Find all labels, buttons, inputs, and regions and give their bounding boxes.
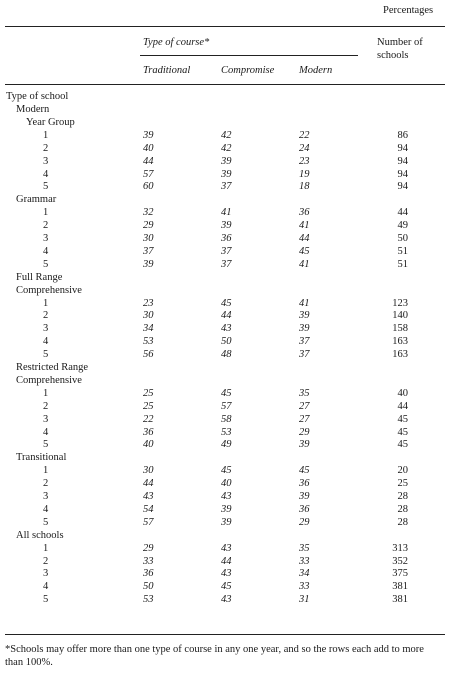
- schools-count-cell: 49: [397, 220, 408, 232]
- modern-value-cell: 24: [299, 142, 310, 154]
- schools-count-cell: 352: [392, 555, 408, 567]
- year-cell: 4: [43, 245, 49, 257]
- unit-label: Percentages: [383, 5, 434, 16]
- modern-value-cell: 35: [299, 542, 310, 554]
- year-cell: 4: [43, 336, 49, 348]
- compromise-header: Compromise: [221, 65, 275, 76]
- traditional-value-cell: 43: [143, 491, 154, 502]
- traditional-value-cell: 56: [143, 349, 154, 361]
- modern-value-cell: 36: [299, 478, 310, 490]
- traditional-value-cell: 32: [143, 207, 154, 219]
- year-cell: 4: [43, 581, 49, 593]
- schools-count-cell: 45: [397, 439, 408, 451]
- year-cell: 3: [43, 491, 49, 502]
- year-cell: 3: [43, 233, 49, 244]
- modern-value-cell: 39: [299, 491, 310, 502]
- schools-count-cell: 28: [397, 516, 408, 528]
- compromise-value-cell: 41: [221, 207, 232, 219]
- modern-value-cell: 37: [299, 336, 310, 348]
- schools-count-cell: 45: [397, 413, 408, 425]
- schools-count-cell: 44: [397, 207, 408, 219]
- modern-value-cell: 39: [299, 323, 310, 335]
- year-cell: 3: [43, 568, 49, 580]
- compromise-value-cell: 39: [221, 503, 232, 515]
- compromise-value-cell: 57: [221, 400, 232, 412]
- schools-count-cell: 28: [397, 491, 408, 502]
- bottom-rule: [5, 634, 445, 635]
- traditional-value-cell: 36: [143, 426, 154, 438]
- compromise-value-cell: 58: [221, 413, 232, 425]
- modern-value-cell: 33: [299, 555, 310, 567]
- row-header: Type of school: [6, 91, 69, 102]
- year-cell: 1: [43, 542, 49, 554]
- schools-count-cell: 44: [397, 400, 408, 412]
- compromise-value-cell: 53: [221, 426, 232, 438]
- traditional-value-cell: 39: [143, 258, 154, 270]
- modern-value-cell: 27: [299, 413, 310, 425]
- traditional-value-cell: 54: [143, 503, 154, 515]
- modern-value-cell: 33: [299, 581, 310, 593]
- footnote: *Schools may offer more than one type of course in any one year, and so the rows each add to more than 100%.: [5, 644, 424, 668]
- schools-count-cell: 140: [392, 310, 408, 322]
- year-cell: 2: [43, 310, 49, 322]
- year-cell: 5: [43, 349, 49, 361]
- compromise-value-cell: 37: [221, 245, 232, 257]
- schools-count-cell: 20: [397, 465, 408, 477]
- compromise-value-cell: 42: [221, 129, 232, 141]
- modern-value-cell: 45: [299, 245, 310, 257]
- compromise-value-cell: 50: [221, 336, 232, 348]
- compromise-value-cell: 40: [221, 478, 232, 490]
- compromise-value-cell: 48: [221, 349, 232, 361]
- group-label: Grammar: [16, 194, 57, 206]
- traditional-header: Traditional: [143, 65, 191, 76]
- traditional-value-cell: 57: [143, 168, 154, 180]
- year-cell: 1: [43, 465, 49, 477]
- traditional-value-cell: 30: [143, 465, 154, 477]
- year-cell: 5: [43, 181, 49, 193]
- year-cell: 1: [43, 129, 49, 141]
- schools-count-cell: 313: [392, 542, 408, 554]
- schools-count-cell: 50: [397, 233, 408, 244]
- modern-value-cell: 19: [299, 168, 310, 180]
- traditional-value-cell: 36: [143, 568, 154, 580]
- compromise-value-cell: 39: [221, 155, 232, 167]
- group-label: Transitional: [16, 452, 67, 464]
- traditional-value-cell: 53: [143, 336, 154, 348]
- modern-value-cell: 39: [299, 310, 310, 322]
- traditional-value-cell: 44: [143, 155, 154, 167]
- compromise-value-cell: 37: [221, 258, 232, 270]
- traditional-value-cell: 22: [143, 413, 154, 425]
- group-label: Comprehensive: [16, 284, 82, 296]
- modern-value-cell: 36: [299, 503, 310, 515]
- modern-value-cell: 41: [299, 220, 310, 232]
- schools-count-cell: 123: [392, 297, 408, 309]
- modern-value-cell: 31: [299, 594, 310, 606]
- schools-count-cell: 94: [397, 155, 408, 167]
- modern-header: Modern: [299, 65, 333, 76]
- schools-count-cell: 28: [397, 503, 408, 515]
- compromise-value-cell: 45: [221, 465, 232, 477]
- schools-count-cell: 163: [392, 336, 408, 348]
- course-header-rule: [140, 55, 358, 56]
- year-cell: 4: [43, 168, 49, 180]
- schools-count-cell: 40: [397, 387, 408, 399]
- traditional-value-cell: 50: [143, 581, 154, 593]
- group-label: Modern: [16, 104, 50, 115]
- traditional-value-cell: 25: [143, 400, 154, 412]
- traditional-value-cell: 30: [143, 310, 154, 322]
- year-cell: 5: [43, 258, 49, 270]
- traditional-value-cell: 37: [143, 245, 154, 257]
- year-cell: 2: [43, 400, 49, 412]
- modern-value-cell: 34: [299, 568, 310, 580]
- modern-value-cell: 27: [299, 400, 310, 412]
- traditional-value-cell: 30: [143, 233, 154, 244]
- year-cell: 5: [43, 516, 49, 528]
- modern-value-cell: 41: [299, 297, 310, 309]
- compromise-value-cell: 39: [221, 168, 232, 180]
- group-label: Comprehensive: [16, 374, 82, 386]
- modern-value-cell: 29: [299, 516, 310, 528]
- traditional-value-cell: 33: [143, 555, 154, 567]
- group-label: All schools: [16, 529, 64, 541]
- schools-count-cell: 158: [392, 323, 408, 335]
- compromise-value-cell: 37: [221, 181, 232, 193]
- modern-value-cell: 22: [299, 129, 310, 141]
- traditional-value-cell: 57: [143, 516, 154, 528]
- group-label: Year Group: [26, 116, 75, 128]
- year-cell: 3: [43, 413, 49, 425]
- modern-value-cell: 18: [299, 181, 310, 193]
- compromise-value-cell: 45: [221, 581, 232, 593]
- group-label: Restricted Range: [16, 362, 89, 373]
- header-bottom-rule: [5, 84, 445, 85]
- traditional-value-cell: 25: [143, 387, 154, 399]
- traditional-value-cell: 40: [143, 142, 154, 154]
- modern-value-cell: 39: [299, 439, 310, 451]
- compromise-value-cell: 45: [221, 297, 232, 309]
- compromise-value-cell: 44: [221, 310, 232, 322]
- schools-count-cell: 51: [397, 258, 408, 270]
- modern-value-cell: 45: [299, 465, 310, 477]
- traditional-value-cell: 39: [143, 129, 154, 141]
- schools-count-cell: 86: [397, 129, 408, 141]
- year-cell: 3: [43, 323, 49, 335]
- traditional-value-cell: 40: [143, 439, 154, 451]
- schools-count-cell: 375: [392, 568, 408, 580]
- modern-value-cell: 35: [299, 387, 310, 399]
- compromise-value-cell: 45: [221, 387, 232, 399]
- year-cell: 2: [43, 478, 49, 490]
- schools-count-cell: 381: [392, 594, 408, 606]
- year-cell: 3: [43, 155, 49, 167]
- year-cell: 2: [43, 555, 49, 567]
- schools-count-cell: 25: [397, 478, 408, 490]
- traditional-value-cell: 23: [143, 297, 154, 309]
- compromise-value-cell: 43: [221, 491, 232, 502]
- year-cell: 5: [43, 594, 49, 606]
- compromise-value-cell: 49: [221, 439, 232, 451]
- compromise-value-cell: 43: [221, 323, 232, 335]
- traditional-value-cell: 34: [143, 323, 154, 335]
- year-cell: 5: [43, 439, 49, 451]
- schools-count-cell: 94: [397, 142, 408, 154]
- modern-value-cell: 36: [299, 207, 310, 219]
- schools-count-cell: 163: [392, 349, 408, 361]
- number-of-schools-header-line2: schools: [377, 50, 409, 61]
- year-cell: 4: [43, 503, 49, 515]
- modern-value-cell: 23: [299, 155, 310, 167]
- traditional-value-cell: 44: [143, 478, 154, 490]
- year-cell: 1: [43, 297, 49, 309]
- schools-count-cell: 51: [397, 245, 408, 257]
- compromise-value-cell: 43: [221, 568, 232, 580]
- schools-count-cell: 381: [392, 581, 408, 593]
- top-rule: [5, 26, 445, 27]
- number-of-schools-header-line1: Number of: [377, 37, 423, 48]
- year-cell: 2: [43, 220, 49, 232]
- compromise-value-cell: 43: [221, 542, 232, 554]
- year-cell: 1: [43, 207, 49, 219]
- traditional-value-cell: 53: [143, 594, 154, 606]
- compromise-value-cell: 39: [221, 516, 232, 528]
- compromise-value-cell: 44: [221, 555, 232, 567]
- year-cell: 4: [43, 426, 49, 438]
- traditional-value-cell: 29: [143, 542, 154, 554]
- compromise-value-cell: 42: [221, 142, 232, 154]
- year-cell: 2: [43, 142, 49, 154]
- schools-count-cell: 45: [397, 426, 408, 438]
- modern-value-cell: 37: [299, 349, 310, 361]
- traditional-value-cell: 60: [143, 181, 154, 193]
- modern-value-cell: 29: [299, 426, 310, 438]
- type-of-course-header: Type of course*: [143, 37, 210, 48]
- modern-value-cell: 41: [299, 258, 310, 270]
- compromise-value-cell: 39: [221, 220, 232, 232]
- compromise-value-cell: 43: [221, 594, 232, 606]
- group-label: Full Range: [16, 271, 63, 283]
- modern-value-cell: 44: [299, 233, 310, 244]
- schools-count-cell: 94: [397, 168, 408, 180]
- schools-count-cell: 94: [397, 181, 408, 193]
- compromise-value-cell: 36: [221, 233, 232, 244]
- year-cell: 1: [43, 387, 49, 399]
- traditional-value-cell: 29: [143, 220, 154, 232]
